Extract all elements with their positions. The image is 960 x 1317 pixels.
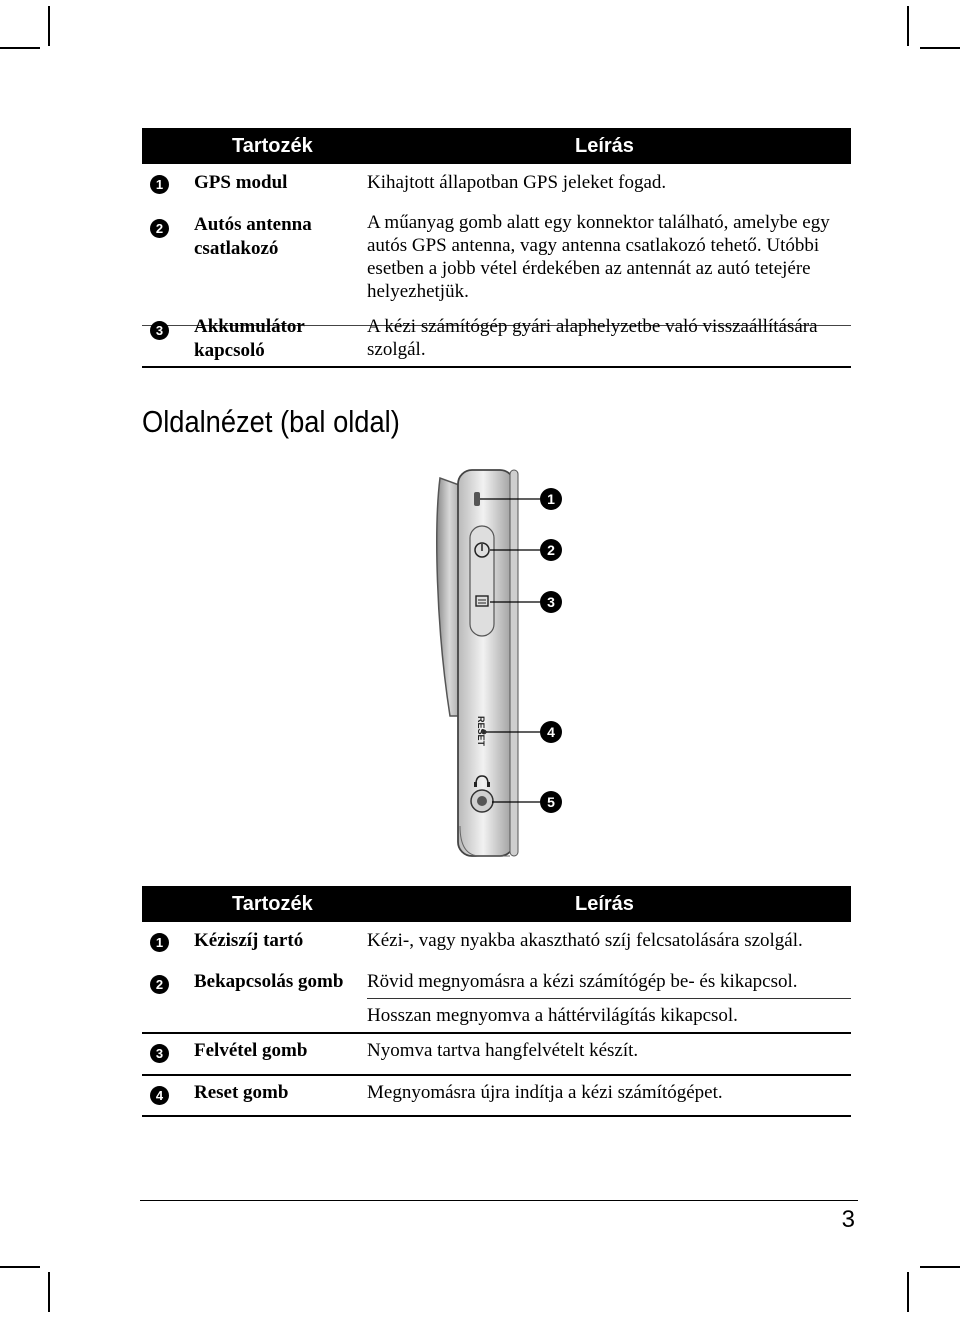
table-header — [142, 128, 851, 164]
callout-number: 1 — [150, 933, 169, 952]
table-bottom-rule — [142, 366, 851, 368]
components-table-top — [142, 128, 851, 370]
table-bottom-rule — [142, 1115, 851, 1117]
header-description: Leírás — [575, 893, 634, 915]
table-row — [142, 1076, 851, 1116]
component-name: Autós antenna csatlakozó — [194, 214, 312, 259]
component-name: Kéziszíj tartó — [194, 930, 304, 951]
callout-4: 4 — [547, 724, 555, 740]
callout-markers — [540, 488, 562, 813]
component-description: A kézi számítógép gyári alaphelyzetbe való visszaállítására szolgál. — [367, 316, 818, 360]
component-name: Reset gomb — [194, 1082, 289, 1103]
device-body — [437, 470, 518, 856]
table-row — [142, 922, 851, 966]
reset-label: RESET — [476, 716, 486, 747]
component-description: Megnyomásra újra indítja a kézi számítógépet. — [367, 1082, 723, 1103]
callout-2: 2 — [547, 542, 555, 558]
component-description: Nyomva tartva hangfelvételt készít. — [367, 1040, 639, 1061]
callout-number: 3 — [150, 321, 169, 340]
callout-number: 2 — [150, 975, 169, 994]
component-description-extra: Hosszan megnyomva a háttérvilágítás kikapcsol. — [367, 1005, 738, 1026]
component-description: Kézi-, vagy nyakba akasztható szíj felcsatolására szolgál. — [367, 930, 803, 951]
component-description: Kihajtott állapotban GPS jeleket fogad. — [367, 172, 667, 193]
component-description: Rövid megnyomásra a kézi számítógép be- és kikapcsol. — [367, 971, 798, 992]
callout-number: 1 — [150, 175, 169, 194]
components-table-bottom — [142, 886, 851, 1118]
callout-1: 1 — [547, 491, 555, 507]
component-name: GPS modul — [194, 172, 288, 193]
callout-5: 5 — [547, 794, 555, 810]
callout-number: 2 — [150, 219, 169, 238]
table-row — [142, 1034, 851, 1076]
table-row — [142, 310, 851, 368]
page-number: 3 — [841, 1206, 855, 1233]
callout-number: 3 — [150, 1044, 169, 1063]
callout-number: 4 — [150, 1086, 169, 1105]
callout-3: 3 — [547, 594, 555, 610]
header-accessory: Tartozék — [232, 893, 313, 915]
component-name: Bekapcsolás gomb — [194, 971, 344, 992]
section-title: Oldalnézet (bal oldal) — [142, 404, 400, 439]
device-side-view-figure — [420, 466, 600, 866]
component-description: A műanyag gomb alatt egy konnektor található, amelybe egy autós GPS antenna, vagy antenna csatlakozó tehető. Utóbbi esetben a jobb vétel érdekében az antennát az autó tetejére helyezhetjük. — [367, 212, 830, 302]
component-name: Akkumulátor kapcsoló — [194, 316, 305, 361]
table-header — [142, 886, 851, 922]
table-row — [142, 208, 851, 326]
header-description: Leírás — [575, 135, 634, 157]
component-name: Felvétel gomb — [194, 1040, 308, 1061]
footer-rule — [140, 1200, 858, 1201]
table-row — [142, 164, 851, 208]
table-row — [142, 964, 851, 1032]
header-accessory: Tartozék — [232, 135, 313, 157]
